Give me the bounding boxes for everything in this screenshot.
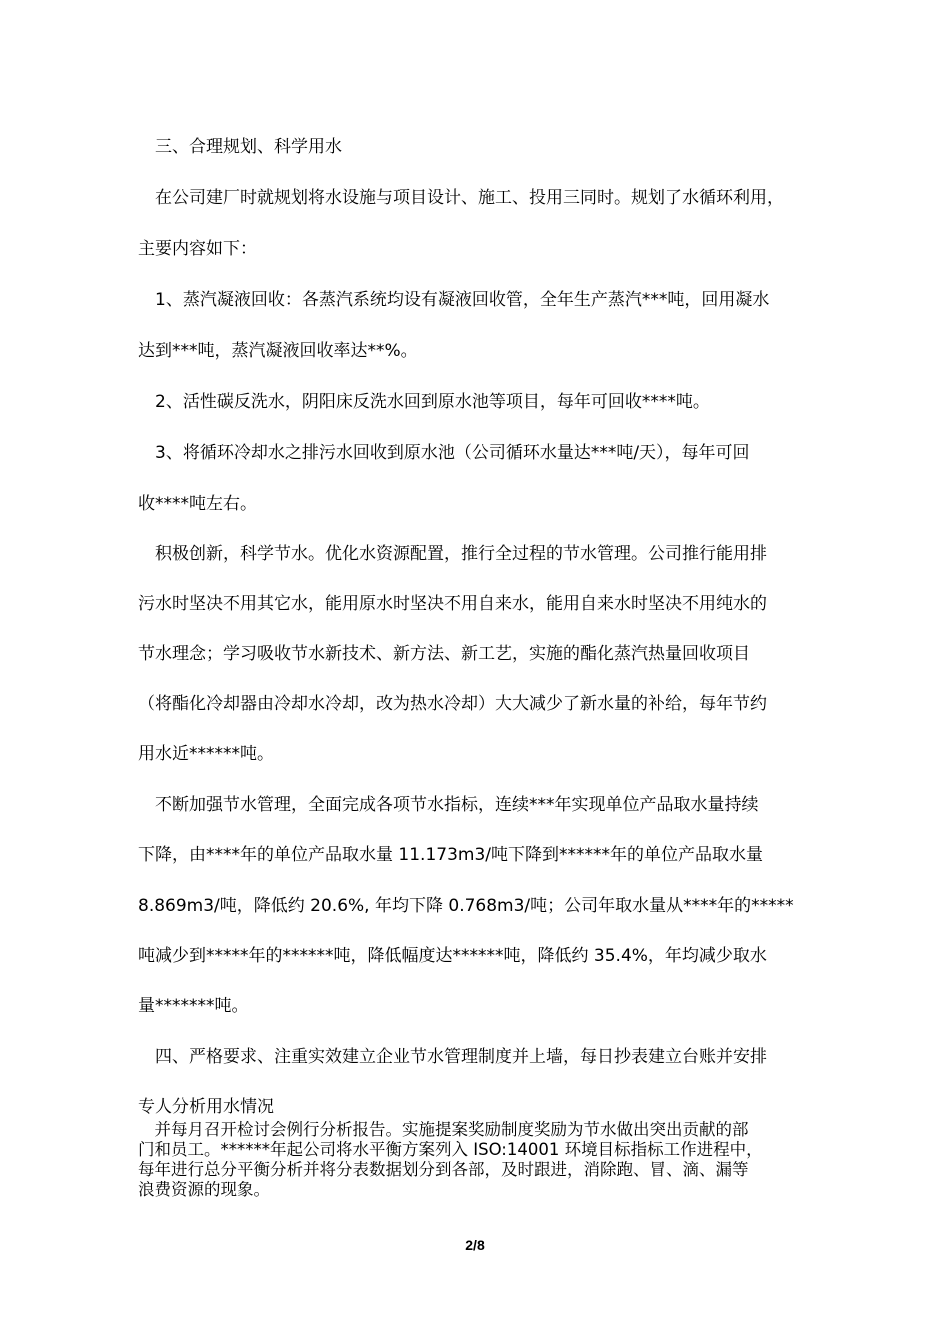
- paragraph-line: 吨减少到*****年的******吨，降低幅度达******吨，降低约 35.4%，年均减少取水: [138, 946, 767, 966]
- paragraph-line: 污水时坚决不用其它水，能用原水时坚决不用自来水，能用自来水时坚决不用纯水的: [138, 594, 767, 614]
- page-number: 2/8: [465, 1237, 485, 1253]
- paragraph-line: 主要内容如下：: [138, 239, 257, 259]
- list-item-line: 收****吨左右。: [138, 494, 257, 514]
- paragraph-line: 量*******吨。: [138, 996, 249, 1016]
- paragraph-line: 并每月召开检讨会例行分析报告。实施提案奖励制度奖励为节水做出突出贡献的部: [138, 1120, 749, 1139]
- paragraph-line: 用水近******吨。: [138, 744, 274, 764]
- paragraph-line: 每年进行总分平衡分析并将分表数据划分到各部，及时跟进，消除跑、冒、滴、漏等: [138, 1160, 749, 1179]
- paragraph-line: 在公司建厂时就规划将水设施与项目设计、施工、投用三同时。规划了水循环利用，: [138, 188, 784, 208]
- section-heading-4-continued: 专人分析用水情况: [138, 1097, 274, 1117]
- list-item-line: 1、蒸汽凝液回收：各蒸汽系统均设有凝液回收管，全年生产蒸汽***吨，回用凝水: [138, 290, 770, 310]
- paragraph-line: 浪费资源的现象。: [138, 1180, 270, 1199]
- section-heading-4: 四、严格要求、注重实效建立企业节水管理制度并上墙，每日抄表建立台账并安排: [138, 1047, 767, 1067]
- list-item-line: 达到***吨，蒸汽凝液回收率达**%。: [138, 341, 418, 361]
- paragraph-line: 下降，由****年的单位产品取水量 11.173m3/吨下降到******年的单位产品取水量: [138, 845, 763, 865]
- section-heading-3: 三、合理规划、科学用水: [138, 137, 342, 157]
- paragraph-line: （将酯化冷却器由冷却水冷却，改为热水冷却）大大减少了新水量的补给，每年节约: [138, 694, 767, 714]
- paragraph-line: 积极创新，科学节水。优化水资源配置，推行全过程的节水管理。公司推行能用排: [138, 544, 767, 564]
- list-item-line: 3、将循环冷却水之排污水回收到原水池（公司循环水量达***吨/天），每年可回: [138, 443, 750, 463]
- list-item-line: 2、活性碳反洗水，阴阳床反洗水回到原水池等项目，每年可回收****吨。: [138, 392, 710, 412]
- paragraph-line: 不断加强节水管理，全面完成各项节水指标，连续***年实现单位产品取水量持续: [138, 795, 759, 815]
- paragraph-line: 8.869m3/吨，降低约 20.6%, 年均下降 0.768m3/吨；公司年取水量从****年的*****: [138, 896, 794, 916]
- paragraph-line: 门和员工。******年起公司将水平衡方案列入 ISO:14001 环境目标指标工作进程中，: [138, 1140, 763, 1159]
- paragraph-line: 节水理念；学习吸收节水新技术、新方法、新工艺，实施的酯化蒸汽热量回收项目: [138, 644, 750, 664]
